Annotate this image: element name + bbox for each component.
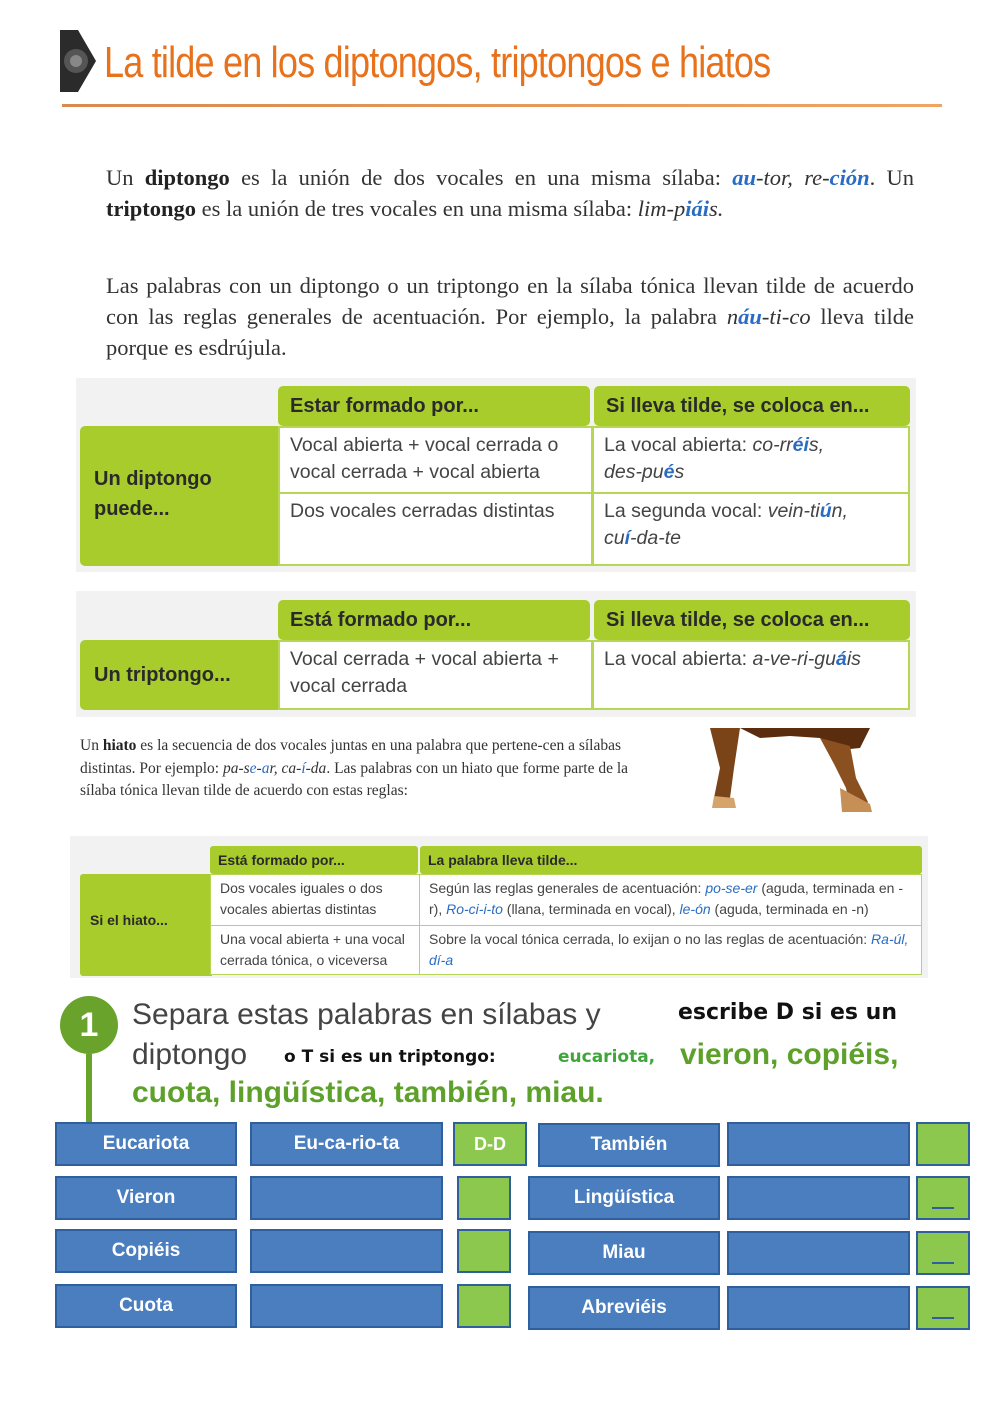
type-box-tambien[interactable] <box>916 1122 970 1166</box>
exercise-overlay-3: eucariota, <box>558 1047 656 1067</box>
exercise-overlay-1: escribe D si es un <box>678 1000 897 1025</box>
page-title: La tilde en los diptongos, triptongos e hiatos <box>104 38 771 87</box>
hiato-r1-rule: Según las reglas generales de acentuación: po-se-er (aguda, terminada en -r), Ro-ci-i-to (llana, terminada en vocal), le-ón (aguda, terminada en -n) <box>419 874 922 926</box>
word-box-copieis: Copiéis <box>55 1229 237 1273</box>
triptongo-col1-header: Está formado por... <box>278 600 590 640</box>
dog-illustration <box>700 728 875 814</box>
type-box-cuota[interactable] <box>457 1284 511 1328</box>
split-box-eucariota[interactable]: Eu-ca-rio-ta <box>250 1122 443 1166</box>
split-box-tambien[interactable] <box>727 1122 910 1166</box>
exercise-number-badge: 1 <box>60 996 118 1054</box>
split-box-abrevieis[interactable] <box>727 1286 910 1330</box>
hiato-paragraph: Un hiato es la secuencia de dos vocales juntas en una palabra que pertene-cen a sílabas distintas. Por ejemplo: pa-se-ar, ca-í-da. Las palabras con un hiato que forme parte de la sílaba tónica llevan tilde de acuerdo con estas reglas: <box>80 737 629 799</box>
word-box-cuota: Cuota <box>55 1284 237 1328</box>
cursor-underline-icon <box>932 1207 954 1209</box>
triptongo-row-label: Un triptongo... <box>80 640 280 710</box>
split-box-copieis[interactable] <box>250 1229 443 1273</box>
exercise-overlay-2: o T si es un triptongo: <box>284 1047 496 1067</box>
split-box-vieron[interactable] <box>250 1176 443 1220</box>
exercise-line-2b: vieron, copiéis, <box>680 1038 899 1071</box>
intro-paragraph-2: Las palabras con un diptongo o un triptongo en la sílaba tónica llevan tilde de acuerdo con las reglas generales de acentuación. Por ejemplo, la palabra náu-ti-co lleva tilde porque es esdrújula. <box>106 273 915 360</box>
split-box-miau[interactable] <box>727 1231 910 1275</box>
diptongo-col2-header: Si lleva tilde, se coloca en... <box>594 386 910 426</box>
split-box-cuota[interactable] <box>250 1284 443 1328</box>
hiato-col2-header: La palabra lleva tilde... <box>420 846 922 874</box>
type-box-eucariota[interactable]: D-D <box>453 1122 527 1166</box>
intro-paragraph-1: Un diptongo es la unión de dos vocales en una misma sílaba: au-tor, re-ción. Un triptongo es la unión de tres vocales en una misma sílaba: lim-piáis. <box>106 165 915 221</box>
triptongo-formed: Vocal cerrada + vocal abierta + vocal cerrada <box>278 640 593 710</box>
exercise-line-3: cuota, lingüística, también, miau. <box>132 1076 604 1109</box>
diptongo-row-label: Un diptongo puede... <box>80 426 280 566</box>
diptongo-r2-rule: La segunda vocal: vein-tiún, cuí-da-te <box>592 492 910 566</box>
diptongo-col1-header: Estar formado por... <box>278 386 590 426</box>
hiato-r1-formed: Dos vocales iguales o dos vocales abiertas distintas <box>210 874 420 926</box>
triptongo-col2-header: Si lleva tilde, se coloca en... <box>594 600 910 640</box>
type-box-vieron[interactable] <box>457 1176 511 1220</box>
type-box-linguistica[interactable] <box>916 1176 970 1220</box>
diptongo-r2-formed: Dos vocales cerradas distintas <box>278 492 593 566</box>
exercise-line-2a: diptongo <box>132 1038 248 1071</box>
split-box-linguistica[interactable] <box>727 1176 910 1220</box>
triptongo-rule: La vocal abierta: a-ve-ri-guáis <box>592 640 910 710</box>
word-box-vieron: Vieron <box>55 1176 237 1220</box>
cursor-underline-icon <box>932 1317 954 1319</box>
word-box-miau: Miau <box>528 1231 720 1275</box>
word-box-linguistica: Lingüística <box>528 1176 720 1220</box>
type-box-miau[interactable] <box>916 1231 970 1275</box>
exercise-line-1: Separa estas palabras en sílabas y <box>132 998 601 1031</box>
cursor-underline-icon <box>932 1262 954 1264</box>
word-box-tambien: También <box>538 1123 720 1167</box>
word-box-eucariota: Eucariota <box>55 1122 237 1166</box>
hiato-r2-rule: Sobre la vocal tónica cerrada, lo exijan o no las reglas de acentuación: Ra-úl, dí-a <box>419 925 922 975</box>
exercise-side-line <box>86 1054 92 1124</box>
chapter-marker-icon <box>60 30 96 92</box>
diptongo-r1-rule: La vocal abierta: co-rréis, des-pués <box>592 426 910 494</box>
title-divider <box>62 104 942 107</box>
hiato-col1-header: Está formado por... <box>210 846 418 874</box>
word-box-abrevieis: Abreviéis <box>528 1286 720 1330</box>
type-box-abrevieis[interactable] <box>916 1286 970 1330</box>
diptongo-r1-formed: Vocal abierta + vocal cerrada o vocal cerrada + vocal abierta <box>278 426 593 494</box>
hiato-row-label: Si el hiato... <box>80 874 212 976</box>
type-box-copieis[interactable] <box>457 1229 511 1273</box>
hiato-r2-formed: Una vocal abierta + una vocal cerrada tónica, o viceversa <box>210 925 420 975</box>
